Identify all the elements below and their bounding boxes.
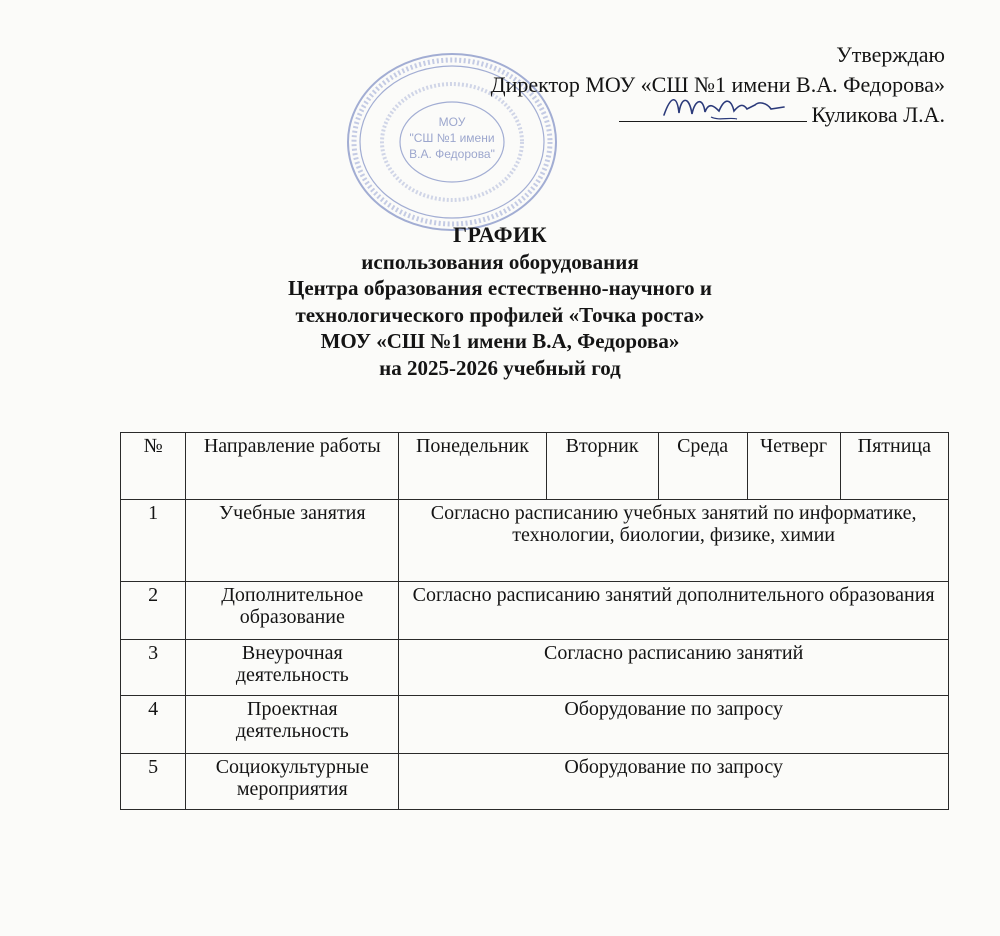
row-num: 5 bbox=[121, 754, 186, 810]
handwritten-signature bbox=[659, 87, 789, 127]
row-num: 1 bbox=[121, 500, 186, 582]
title-line-5: МОУ «СШ №1 имени В.А, Федорова» bbox=[320, 329, 680, 353]
header-thursday: Четверг bbox=[747, 433, 840, 500]
stamp-text-3: В.А. Федорова" bbox=[409, 147, 495, 161]
title-heading: ГРАФИК bbox=[452, 222, 548, 247]
title-line-4: технологического профилей «Точка роста» bbox=[295, 302, 705, 327]
row-direction: Социокультурные мероприятия bbox=[186, 754, 399, 810]
header-wednesday: Среда bbox=[658, 433, 747, 500]
table-row bbox=[121, 582, 949, 640]
header-num: № bbox=[121, 433, 186, 500]
approval-position: Директор МОУ «СШ №1 имени В.А. Федорова» bbox=[490, 72, 945, 97]
row-num: 3 bbox=[121, 640, 186, 696]
row-num: 2 bbox=[121, 582, 186, 640]
row-num: 4 bbox=[121, 696, 186, 754]
row-note: Согласно расписанию занятий дополнительного образования bbox=[399, 582, 949, 640]
schedule-table bbox=[120, 432, 949, 810]
approval-signature-row bbox=[491, 100, 945, 130]
row-direction: Дополнительное образование bbox=[186, 582, 399, 640]
signature-line bbox=[619, 101, 807, 122]
header-tuesday: Вторник bbox=[546, 433, 658, 500]
row-direction: Учебные занятия bbox=[186, 500, 399, 582]
row-note: Оборудование по запросу bbox=[399, 754, 949, 810]
row-direction: Проектная деятельность bbox=[186, 696, 399, 754]
title-line-3: Центра образования естественно-научного и bbox=[288, 276, 712, 300]
table-row bbox=[121, 754, 949, 810]
approval-block bbox=[491, 40, 945, 130]
stamp-text-2: "СШ №1 имени bbox=[409, 131, 495, 145]
row-note: Оборудование по запросу bbox=[399, 696, 949, 754]
document-title bbox=[0, 222, 1000, 381]
table-row bbox=[121, 640, 949, 696]
header-monday: Понедельник bbox=[399, 433, 546, 500]
table-row bbox=[121, 500, 949, 582]
director-name: Куликова Л.А. bbox=[811, 102, 945, 127]
row-direction: Внеурочная деятельность bbox=[186, 640, 399, 696]
header-direction: Направление работы bbox=[186, 433, 399, 500]
stamp-text-1: МОУ bbox=[438, 115, 466, 129]
table-header-row bbox=[121, 433, 949, 500]
row-note: Согласно расписанию учебных занятий по информатике, технологии, биологии, физике, химии bbox=[399, 500, 949, 582]
header-friday: Пятница bbox=[840, 433, 948, 500]
title-line-2: использования оборудования bbox=[361, 249, 639, 274]
table-row bbox=[121, 696, 949, 754]
approval-heading: Утверждаю bbox=[836, 42, 945, 67]
row-note: Согласно расписанию занятий bbox=[399, 640, 949, 696]
title-line-6: на 2025-2026 учебный год bbox=[379, 355, 621, 380]
